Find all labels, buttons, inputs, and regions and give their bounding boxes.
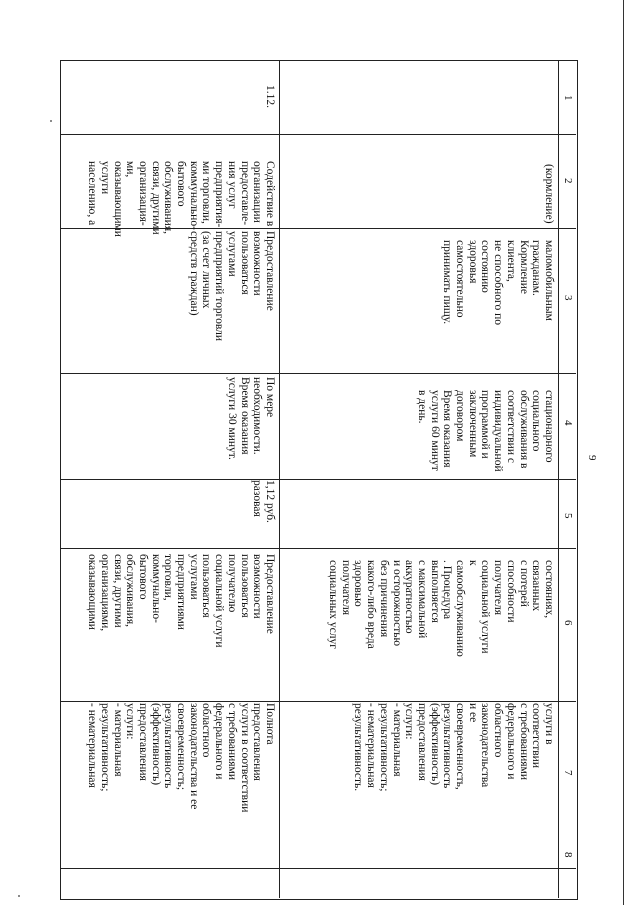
scan-speck bbox=[18, 895, 20, 897]
row-112-service-quality: Полнота предоставления услуги в соответствии с требованиями федерального и областного законодательства и ее своевременность; результативность (эффективность) предоставления услуги: - материальная результативность; - нематериальная bbox=[86, 703, 276, 813]
row-112-service-terms: По мере необходимости. Время оказания услуги 30 минут. bbox=[225, 377, 276, 460]
row-divider bbox=[279, 61, 280, 898]
header-col-1: 1 bbox=[562, 95, 574, 101]
header-col-4: 4 bbox=[562, 420, 574, 426]
header-col-8: 8 bbox=[562, 852, 574, 858]
row-112-number: 1.12. bbox=[264, 85, 276, 108]
header-col-2: 2 bbox=[562, 178, 574, 184]
column-divider bbox=[61, 373, 576, 374]
prev-row-service-name: (кормление) bbox=[543, 164, 555, 224]
page-edge-line bbox=[623, 0, 624, 905]
column-divider bbox=[61, 134, 576, 135]
row-112-tariff: 1,12 руб. разовая bbox=[251, 480, 276, 523]
prev-row-service-content: маломобильным гражданам. Кормление клиента, не способного по состоянию здоровья самостоятельно принимать пищу. bbox=[441, 240, 555, 325]
column-divider bbox=[61, 548, 576, 549]
column-divider bbox=[61, 701, 576, 702]
prev-row-service-conditions: состояниях, связанных с потерей способности получателя социальной услуги к самообслуживанию . Процедура выполняется с максимальной аккуратностью и осторожностью без причинения какого-либо вреда здоровью получателя социальных услуг bbox=[327, 560, 555, 657]
prev-row-service-quality: услуги в соответствии с требованиями федерального и областного законодательства и ее своевременность, результативность (эффективность) предоставления услуги: - материальная результативность; - нематериальная результативность. bbox=[352, 703, 555, 792]
header-col-6: 6 bbox=[562, 620, 574, 626]
scan-speck bbox=[50, 120, 52, 122]
row-112-service-conditions: Предоставление возможности пользоваться получателю социальной услуги пользоваться услугами предприятиями торговли, коммунально- бытового обслуживания, связи, другими организациями, оказывающими bbox=[86, 554, 276, 648]
header-col-5: 5 bbox=[562, 513, 574, 519]
prev-row-service-terms: стационарного социального обслуживания в соответствии с индивидуальной программой и заключенным договором Время оказания услуги 60 минут в день. bbox=[415, 390, 555, 472]
column-divider bbox=[61, 868, 576, 869]
row-112-service-name: Содействие в организации предоставле- ния услуг предприятия- ми торговли, коммунально- бытового обслуживания, связи, другими организация- ми, оказывающими услуги населению, а bbox=[86, 161, 276, 237]
header-col-7: 7 bbox=[562, 770, 574, 776]
page-number: 9 bbox=[586, 455, 598, 461]
header-col-3: 3 bbox=[562, 295, 574, 301]
column-divider bbox=[61, 479, 576, 480]
header-row-divider bbox=[558, 61, 559, 898]
row-112-service-content: Предоставление возможности пользоваться услугами предприятий торговли (за счет личных средств граждан) bbox=[187, 231, 276, 341]
